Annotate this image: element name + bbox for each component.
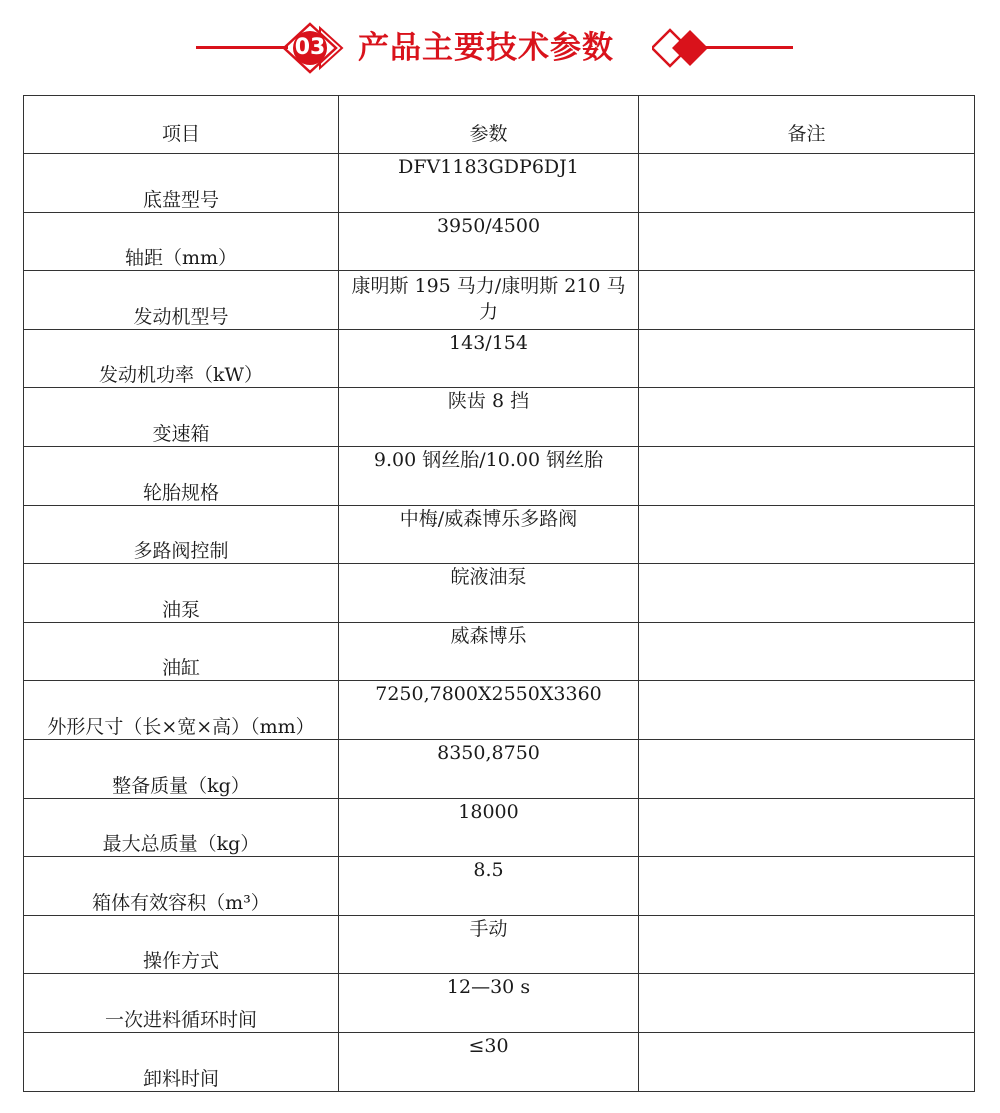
row-value: 7250,7800X2550X3360 (339, 681, 639, 740)
row-item: 整备质量（kg） (24, 739, 339, 798)
row-value: 威森博乐 (339, 622, 639, 681)
row-item: 底盘型号 (24, 154, 339, 213)
row-item: 轴距（mm） (24, 212, 339, 271)
row-note (639, 154, 975, 213)
row-note (639, 974, 975, 1033)
row-note (639, 505, 975, 564)
row-value: 143/154 (339, 329, 639, 388)
row-note (639, 857, 975, 916)
table-row (24, 974, 975, 1033)
table-header-row (24, 96, 975, 154)
row-value: 陕齿 8 挡 (339, 388, 639, 447)
row-value: 皖液油泵 (339, 564, 639, 623)
table-row (24, 446, 975, 505)
table-row (24, 739, 975, 798)
table-row (24, 329, 975, 388)
spec-table (23, 95, 975, 1092)
row-item: 轮胎规格 (24, 446, 339, 505)
section-header (0, 0, 1000, 96)
row-note (639, 271, 975, 330)
row-value: 手动 (339, 915, 639, 974)
row-item: 多路阀控制 (24, 505, 339, 564)
header-line-left (196, 46, 288, 49)
row-item: 变速箱 (24, 388, 339, 447)
row-item: 箱体有效容积（m³） (24, 857, 339, 916)
row-note (639, 564, 975, 623)
row-note (639, 915, 975, 974)
row-item: 卸料时间 (24, 1032, 339, 1091)
header-line-right (703, 46, 793, 49)
row-note (639, 1032, 975, 1091)
row-item: 油缸 (24, 622, 339, 681)
table-row (24, 1032, 975, 1091)
row-note (639, 798, 975, 857)
table-row (24, 622, 975, 681)
row-value: DFV1183GDP6DJ1 (339, 154, 639, 213)
row-note (639, 388, 975, 447)
table-row (24, 798, 975, 857)
row-item: 发动机功率（kW） (24, 329, 339, 388)
row-note (639, 329, 975, 388)
row-note (639, 212, 975, 271)
row-value: 3950/4500 (339, 212, 639, 271)
row-value: ≤30 (339, 1032, 639, 1091)
row-value: 8.5 (339, 857, 639, 916)
row-item: 发动机型号 (24, 271, 339, 330)
table-row (24, 915, 975, 974)
table-row (24, 681, 975, 740)
table-row (24, 564, 975, 623)
column-header-item: 项目 (24, 96, 339, 154)
table-row (24, 212, 975, 271)
row-value: 中梅/威森博乐多路阀 (339, 505, 639, 564)
row-note (639, 681, 975, 740)
row-value: 8350,8750 (339, 739, 639, 798)
row-note (639, 622, 975, 681)
column-header-note: 备注 (639, 96, 975, 154)
table-row (24, 388, 975, 447)
table-row (24, 154, 975, 213)
row-note (639, 446, 975, 505)
table-row (24, 857, 975, 916)
row-value: 9.00 钢丝胎/10.00 钢丝胎 (339, 446, 639, 505)
row-value: 18000 (339, 798, 639, 857)
row-note (639, 739, 975, 798)
table-row (24, 505, 975, 564)
column-header-value: 参数 (339, 96, 639, 154)
row-item: 一次进料循环时间 (24, 974, 339, 1033)
badge-number: 03 (294, 35, 326, 60)
row-item: 最大总质量（kg） (24, 798, 339, 857)
row-item: 操作方式 (24, 915, 339, 974)
row-value: 12—30 s (339, 974, 639, 1033)
row-item: 油泵 (24, 564, 339, 623)
page-title: 产品主要技术参数 (358, 30, 614, 66)
row-value: 康明斯 195 马力/康明斯 210 马力 (339, 271, 639, 330)
table-row (24, 271, 975, 330)
row-item: 外形尺寸（长×宽×高）（mm） (24, 681, 339, 740)
